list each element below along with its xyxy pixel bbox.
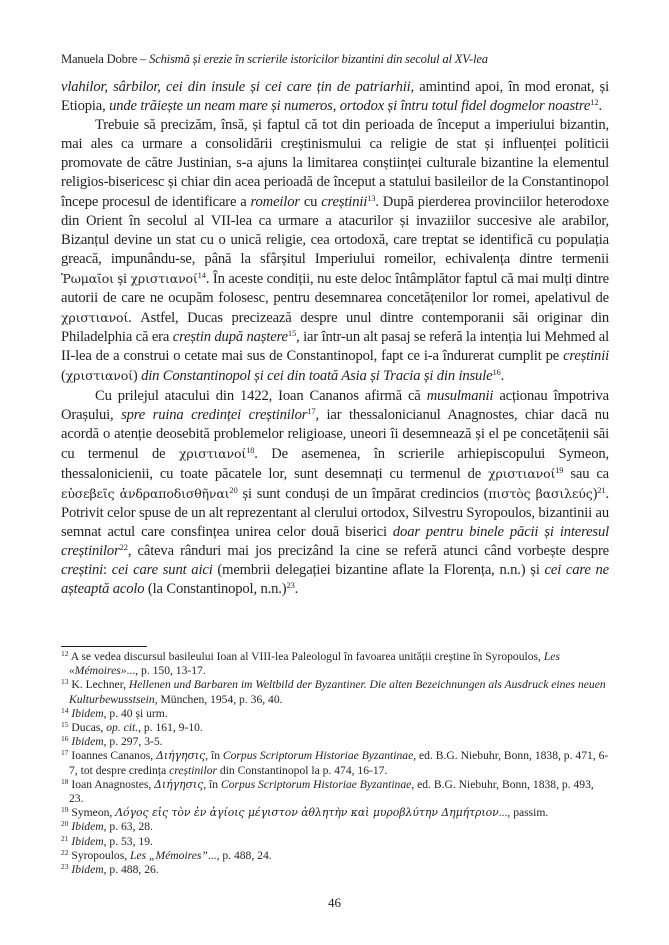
text-run: Ioannes Cananos, — [71, 749, 157, 763]
footnote-21 — [61, 835, 609, 849]
footnote-reference: 20 — [229, 484, 238, 495]
text-run: , p. 488, 26. — [103, 863, 159, 877]
italic-text: op. cit. — [106, 721, 139, 735]
text-run: și — [113, 270, 131, 287]
text-run: Ducas, — [71, 721, 107, 735]
text-run: , p. 161, 9-10. — [138, 721, 203, 735]
footnote-reference: 23 — [286, 580, 295, 591]
text-run: . — [500, 368, 505, 385]
footnote-number: 17 — [61, 748, 69, 758]
italic-text: vlahilor, sârbilor, cei din insule și cei care țin de patriarhii — [61, 79, 411, 95]
text-run: , ed. B.G. Niebuhr, Bonn, 1838, p. 493, 23. — [69, 777, 594, 806]
italic-text: creștinii — [563, 348, 609, 365]
running-head-title: Schismă și erezie în scrierile istoricilor bizantini din secolul al XV-lea — [149, 52, 488, 66]
text-run: (la Constantinopol, n.n.) — [144, 581, 287, 598]
footnote-22 — [61, 849, 609, 863]
footnote-17 — [61, 749, 609, 777]
text-run: , câteva rânduri mai jos precizând la cine se referă atunci când vorbește despre — [127, 543, 609, 560]
italic-text: Corpus Scriptorum Historiae Byzantinae — [220, 777, 412, 791]
text-run: . Potrivit celor spuse de un alt reprezentant al clerului ortodox, Silvestru Syropoulos, bizantinii au semnat actul care consfințea unirea celor două biserici — [61, 485, 609, 541]
footnote-reference: 19 — [555, 464, 564, 475]
text-run: , iar într-un alt pasaj se referă la intenția lui Mehmed al II-lea de a construi o cetate mai sus de Constantinopol, fapt ce i-a îndurerat cumplit pe — [61, 329, 609, 365]
text-run: . În aceste condiții, nu este deloc întâmplător faptul că mai mulți dintre autorii de care ne ocupăm folosesc, pentru desemnarea concetățenilor lor romei, apelativul de — [61, 270, 609, 307]
text-run: , p. 40 și urm. — [103, 706, 168, 720]
italic-text: spre ruina credinței creștinilor — [121, 406, 308, 423]
italic-text: creștinilor — [169, 763, 217, 777]
italic-text: creștin după naștere — [172, 329, 288, 346]
italic-text: unde trăiește un neam mare și numeros, ortodox și întru totul fidel dogmelor noastre — [109, 98, 591, 115]
text-run: ..., passim. — [498, 806, 549, 820]
italic-text: Λόγος εἰς τὸν ἐν ἁγίοις μέγιστον ἀθλητὴν καὶ μυροβλύτην Δημήτριον — [115, 806, 499, 820]
footnote-number: 20 — [61, 819, 69, 829]
text-run: . Astfel, Ducas precizează despre unul dintre contemporanii săi originar din Philadelphia că era — [61, 310, 609, 346]
footnote-19 — [61, 806, 609, 820]
italic-text: doar pentru binele păcii și interesul creștinilor — [61, 524, 609, 560]
italic-text: creștini — [61, 562, 104, 579]
footnote-number: 23 — [61, 862, 69, 872]
text-run: : — [103, 562, 112, 579]
text-run: , în — [205, 749, 223, 763]
footnote-number: 12 — [61, 649, 69, 658]
greek-term: χριστιανοί — [61, 310, 129, 326]
footnote-16 — [61, 735, 609, 749]
footnote-13 — [61, 678, 609, 706]
text-run: Syropoulos, — [71, 848, 131, 862]
paragraph-3 — [61, 387, 609, 600]
text-run: , München, 1954, p. 36, 40. — [154, 692, 283, 706]
text-run: , p. 53, 19. — [103, 834, 153, 848]
italic-text: Ibidem — [71, 834, 104, 848]
footnote-reference: 21 — [597, 484, 606, 495]
greek-term: χριστιανοί — [178, 445, 247, 461]
footnote-reference: 22 — [119, 542, 128, 553]
greek-term: χριστιανοί — [130, 270, 198, 286]
italic-text: Ibidem — [71, 820, 104, 834]
italic-text: Les „Mémoires” — [130, 848, 208, 862]
footnote-14 — [61, 707, 609, 721]
footnote-reference: 12 — [590, 97, 599, 108]
italic-text: Les «Mémoires» — [69, 650, 560, 678]
italic-text: romeilor — [250, 193, 300, 210]
text-run: ..., p. 150, 13-17. — [126, 664, 206, 678]
italic-text: din Constantinopol și cei din toată Asia și Tracia și din insule — [141, 368, 493, 385]
text-run: ) — [592, 485, 598, 502]
footnote-number: 13 — [61, 677, 69, 687]
italic-text: musulmanii — [426, 387, 494, 404]
footnote-20 — [61, 820, 609, 834]
text-run: ..., p. 488, 24. — [207, 848, 272, 862]
italic-text: Ibidem — [71, 735, 104, 749]
text-run: , în — [203, 777, 221, 791]
text-run: acționau împotriva Orașului, — [61, 387, 609, 423]
text-run: din Constantinopol la p. 474, 16-17. — [217, 763, 388, 777]
footnote-18 — [61, 778, 609, 806]
italic-text: creștinii — [321, 193, 368, 210]
running-head-author: Manuela Dobre — [61, 52, 138, 66]
paragraph-1 — [61, 78, 609, 116]
footnote-number: 16 — [61, 734, 69, 744]
text-run: și sunt conduși de un împărat credincios ( — [237, 485, 489, 502]
italic-text: cei care ne așteaptă acolo — [61, 562, 610, 598]
text-run: . — [294, 581, 299, 598]
greek-term: χριστιανοί — [65, 368, 133, 384]
italic-text: Ibidem — [71, 706, 104, 720]
footnote-15 — [61, 721, 609, 735]
greek-term: Ῥωμαῖοι — [61, 270, 114, 286]
footnote-12 — [61, 650, 609, 678]
text-run: Symeon, — [71, 806, 116, 820]
text-run: . — [598, 98, 602, 115]
text-run: , iar thessalonicianul Anagnostes, chiar dacă nu acordă o atenție deosebită problemelor religioase, uneori îi desemnează și el pe concetățenii săi cu termenul de — [61, 406, 610, 462]
greek-term: πιστὸς βασιλεύς — [488, 485, 593, 501]
running-head-separator: – — [137, 52, 150, 66]
footnote-reference: 16 — [492, 367, 501, 378]
footnotes — [61, 650, 609, 877]
running-head — [61, 52, 488, 67]
text-run: , amintind apoi, în mod eronat, și Etiopia, — [61, 79, 609, 115]
text-run: . După pierderea provinciilor heterodoxe din Orient în secolul al VII-lea ca urmare a atacurilor și invaziilor succesive ale arabilor, Bizanțul devine un stat cu o unică religie, cea ortodoxă, care treptat se identifică cu populația greacă, impunându-se, până la sfârșitul Imperiului romeilor, echivalența dintre termenii — [61, 193, 609, 267]
footnote-divider — [61, 646, 147, 647]
text-run: Ioan Anagnostes, — [71, 777, 155, 791]
footnote-reference: 15 — [287, 328, 297, 339]
footnote-reference: 18 — [246, 444, 255, 455]
footnote-number: 19 — [61, 805, 69, 815]
italic-text: Corpus Scriptorum Historiae Byzantinae — [222, 749, 414, 763]
text-run: K. Lechner, — [71, 678, 129, 692]
footnote-number: 21 — [61, 833, 69, 843]
footnote-reference: 14 — [197, 269, 206, 280]
footnote-reference: 13 — [367, 192, 376, 203]
text-run: A se vedea discursul basileului Ioan al VIII-lea Paleologul în favoarea unității creștine în Syropoulos, — [70, 650, 544, 663]
greek-term: χριστιανοί — [488, 465, 556, 481]
footnote-number: 18 — [61, 776, 69, 786]
paragraph-2 — [61, 116, 609, 386]
text-run: ) — [132, 368, 142, 385]
italic-text: Ibidem — [71, 863, 104, 877]
text-run: cu — [299, 193, 322, 210]
text-run: , p. 297, 3-5. — [103, 735, 163, 749]
text-run: (membrii delegației bizantine aflate la Florența, n.n.) și — [212, 562, 545, 579]
body-text — [61, 78, 609, 600]
footnote-reference: 17 — [307, 405, 316, 416]
italic-text: Διήγησις — [154, 777, 204, 791]
footnote-number: 22 — [61, 847, 69, 857]
text-run: , p. 63, 28. — [103, 820, 153, 834]
italic-text: Διήγησις — [156, 749, 206, 763]
text-run: ( — [61, 368, 66, 385]
text-run: sau ca — [563, 465, 609, 482]
italic-text: cei care sunt aici — [111, 562, 213, 579]
text-run: Cu prilejul atacului din 1422, Ioan Cananos afirmă că — [95, 387, 427, 404]
footnote-number: 15 — [61, 720, 69, 730]
greek-term: εὐσεβεῖς ἀνδραποδισθῆναι — [61, 485, 230, 501]
text-run: Trebuie să precizăm, însă, și faptul că tot din perioada de început a imperiului bizantin, mai ales ca urmare a consolidării creștinismului ca religie de stat și influenței politicii promovate de către Justinian, s-a ajuns la limitarea conștiinței culturale bizantine la elementul religios-bisericesc și chiar din acea perioadă de început a statului basileilor de la Constantinopol începe procesul de identificare a — [61, 117, 609, 210]
italic-text: Hellenen und Barbaren im Weltbild der Byzantiner. Die alten Bezeichnungen als Ausdruck eines neuen Kulturbewusstsein — [69, 678, 606, 706]
page-number: 46 — [328, 895, 341, 910]
text-run: , ed. B.G. Niebuhr, Bonn, 1838, p. 471, 6-7, tot despre credința — [69, 749, 609, 777]
footnote-number: 14 — [61, 705, 69, 715]
text-run: . De asemenea, în scrierile arhiepiscopului Symeon, thessalonicienii, cu toate păcatele lor, sunt desemnați cu termenul de — [61, 445, 609, 482]
footnote-23 — [61, 863, 609, 877]
